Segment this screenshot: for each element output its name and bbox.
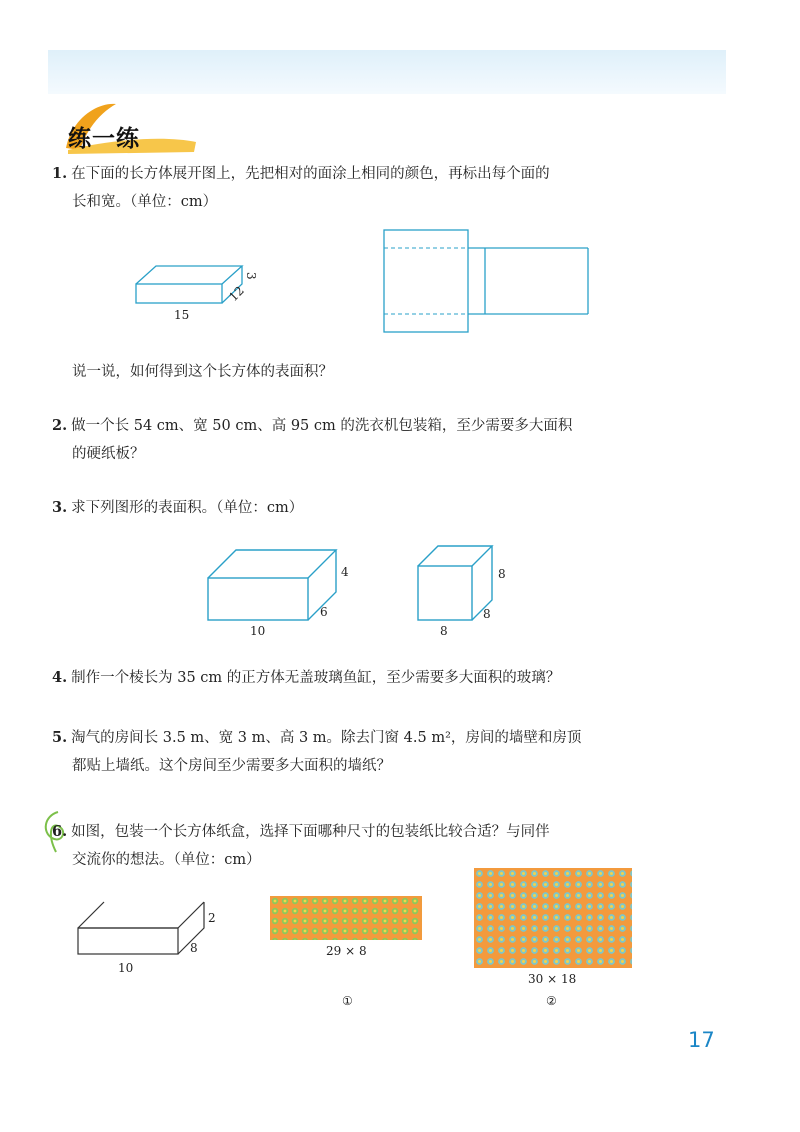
question-text: 制作一个棱长为 35 cm 的正方体无盖玻璃鱼缸，至少需要多大面积的玻璃？ <box>71 670 561 686</box>
q6-box-height: 2 <box>208 911 216 925</box>
question-text-cont: 的硬纸板？ <box>72 446 145 462</box>
q1-cuboid-figure <box>130 256 270 326</box>
q3-cuboid-width: 6 <box>320 605 328 619</box>
q6-box-length: 10 <box>118 961 134 975</box>
q3-cube-width: 8 <box>483 607 491 621</box>
question-number: 2. <box>52 417 68 434</box>
q3-cube-figure <box>410 540 520 640</box>
question-text: 在下面的长方体展开图上，先把相对的面涂上相同的颜色，再标出每个面的 <box>71 166 550 182</box>
q1-height-label: 3 <box>244 272 258 280</box>
wrapping-paper-1 <box>270 896 426 942</box>
wrapping-paper-1-label: ① <box>342 994 353 1008</box>
q1-net-diagram <box>380 228 595 336</box>
wrapping-paper-2 <box>474 868 634 970</box>
q3-cuboid-height: 4 <box>341 565 349 579</box>
question-text: 如图，包装一个长方体纸盒，选择下面哪种尺寸的包装纸比较合适？与同伴 <box>71 824 550 840</box>
top-color-band <box>48 50 726 94</box>
page-number: 17 <box>688 1028 715 1052</box>
wrapping-paper-2-size: 30 × 18 <box>528 972 577 986</box>
question-text-cont: 交流你的想法。（单位：cm） <box>72 852 261 868</box>
q1-length-label: 15 <box>174 308 190 322</box>
q3-cube-length: 8 <box>440 624 448 638</box>
q3-cuboid-figure <box>200 546 360 641</box>
q3-cuboid-length: 10 <box>250 624 266 638</box>
question-3 <box>52 494 692 522</box>
q3-cube-height: 8 <box>498 567 506 581</box>
section-title: 练一练 <box>68 126 140 152</box>
wrapping-paper-2-label: ② <box>546 994 557 1008</box>
question-number: 6. <box>52 823 68 840</box>
question-text: 淘气的房间长 3.5 m、宽 3 m、高 3 m。除去门窗 4.5 m²，房间的墙壁和房顶 <box>71 730 582 746</box>
question-text: 求下列图形的表面积。（单位：cm） <box>71 500 304 516</box>
q6-box-width: 8 <box>190 941 198 955</box>
question-number: 4. <box>52 669 68 686</box>
question-text: 做一个长 54 cm、宽 50 cm、高 95 cm 的洗衣机包装箱，至少需要多大面积 <box>71 418 573 434</box>
question-1 <box>52 160 692 216</box>
q6-box-figure <box>70 898 230 980</box>
q1-discussion-prompt <box>52 358 692 386</box>
question-text-cont: 都贴上墙纸。这个房间至少需要多大面积的墙纸？ <box>72 758 391 774</box>
q1-width-label: 12 <box>226 283 247 305</box>
q1-discussion-text: 说一说，如何得到这个长方体的表面积？ <box>72 364 333 380</box>
question-text-cont: 长和宽。（单位：cm） <box>72 194 218 210</box>
question-4 <box>52 664 692 692</box>
question-2 <box>52 412 692 468</box>
question-number: 3. <box>52 499 68 516</box>
question-number: 5. <box>52 729 68 746</box>
question-6 <box>52 818 692 874</box>
wrapping-paper-1-size: 29 × 8 <box>326 944 367 958</box>
question-number: 1. <box>52 165 68 182</box>
question-5 <box>52 724 692 780</box>
